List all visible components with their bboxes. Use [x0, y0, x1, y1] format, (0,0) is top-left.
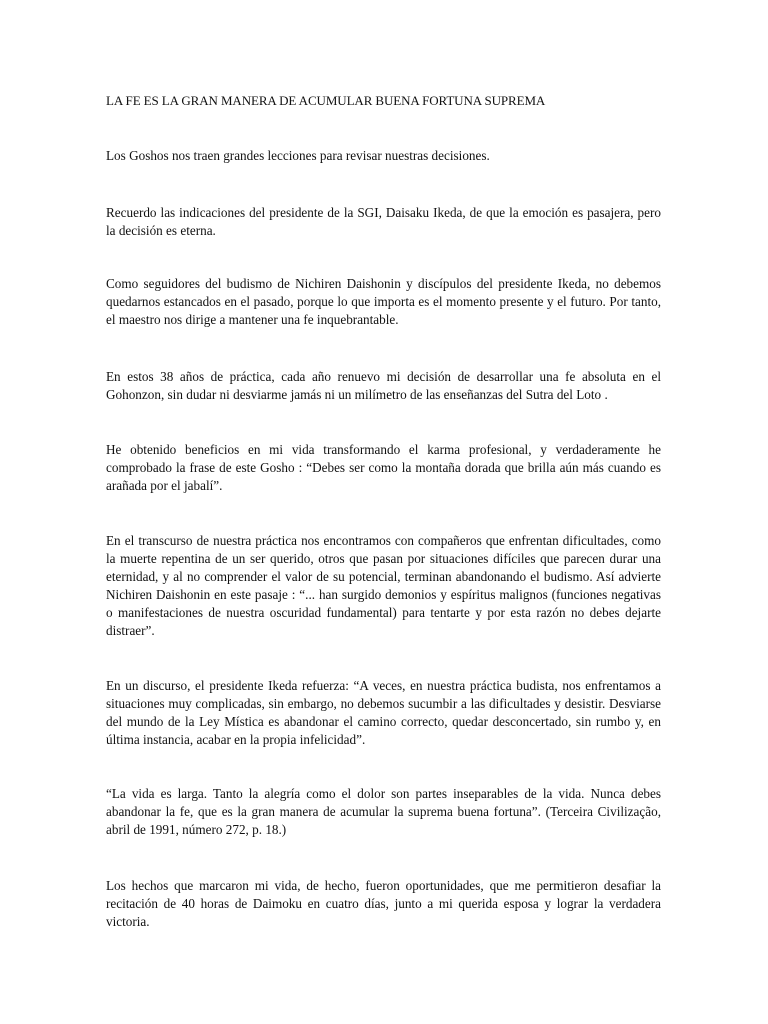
- paragraph-5: He obtenido beneficios en mi vida transformando el karma profesional, y verdaderamente he comprobado la frase de este Gosho : “Debes ser como la montaña dorada que brilla aún más cuando es arañada por el jabalí”.: [106, 442, 661, 493]
- paragraph-7: En un discurso, el presidente Ikeda refuerza: “A veces, en nuestra práctica budista, nos enfrentamos a situaciones muy complicadas, sin embargo, no debemos sucumbir a las dificultades y desistir. Desviarse del mundo de la Ley Mística es abandonar el camino correcto, quedar desconcertado, sin rumbo y, en última instancia, acabar en la propia infelicidad”.: [106, 678, 661, 747]
- paragraph-2: Recuerdo las indicaciones del presidente de la SGI, Daisaku Ikeda, de que la emoción es pasajera, pero la decisión es eterna.: [106, 205, 661, 238]
- paragraph-4: En estos 38 años de práctica, cada año renuevo mi decisión de desarrollar una fe absoluta en el Gohonzon, sin dudar ni desviarme jamás ni un milímetro de las enseñanzas del Sutra del Loto .: [106, 369, 661, 402]
- paragraph-1: Los Goshos nos traen grandes lecciones para revisar nuestras decisiones.: [106, 148, 490, 163]
- paragraph-9: Los hechos que marcaron mi vida, de hecho, fueron oportunidades, que me permitieron desafiar la recitación de 40 horas de Daimoku en cuatro días, junto a mi querida esposa y lograr la verdadera victoria.: [106, 878, 661, 929]
- paragraph-6: En el transcurso de nuestra práctica nos encontramos con compañeros que enfrentan dificultades, como la muerte repentina de un ser querido, otros que pasan por situaciones difíciles que parecen durar una eternidad, y al no comprender el valor de su potencial, terminan abandonando el budismo. Así advierte Nichiren Daishonin en este pasaje : “... han surgido demonios y espíritus malignos (funciones negativas o manifestaciones de nuestra oscuridad fundamental) para tentarte y por esta razón no debes dejarte distraer”.: [106, 533, 661, 638]
- paragraph-3: Como seguidores del budismo de Nichiren Daishonin y discípulos del presidente Ikeda, no debemos quedarnos estancados en el pasado, porque lo que importa es el momento presente y el futuro. Por tanto, el maestro nos dirige a mantener una fe inquebrantable.: [106, 276, 661, 327]
- document-title: LA FE ES LA GRAN MANERA DE ACUMULAR BUENA FORTUNA SUPREMA: [106, 93, 546, 108]
- paragraph-8: “La vida es larga. Tanto la alegría como el dolor son partes inseparables de la vida. Nunca debes abandonar la fe, que es la gran manera de acumular la suprema buena fortuna”. (Terceira Civilização, abril de 1991, número 272, p. 18.): [106, 786, 661, 837]
